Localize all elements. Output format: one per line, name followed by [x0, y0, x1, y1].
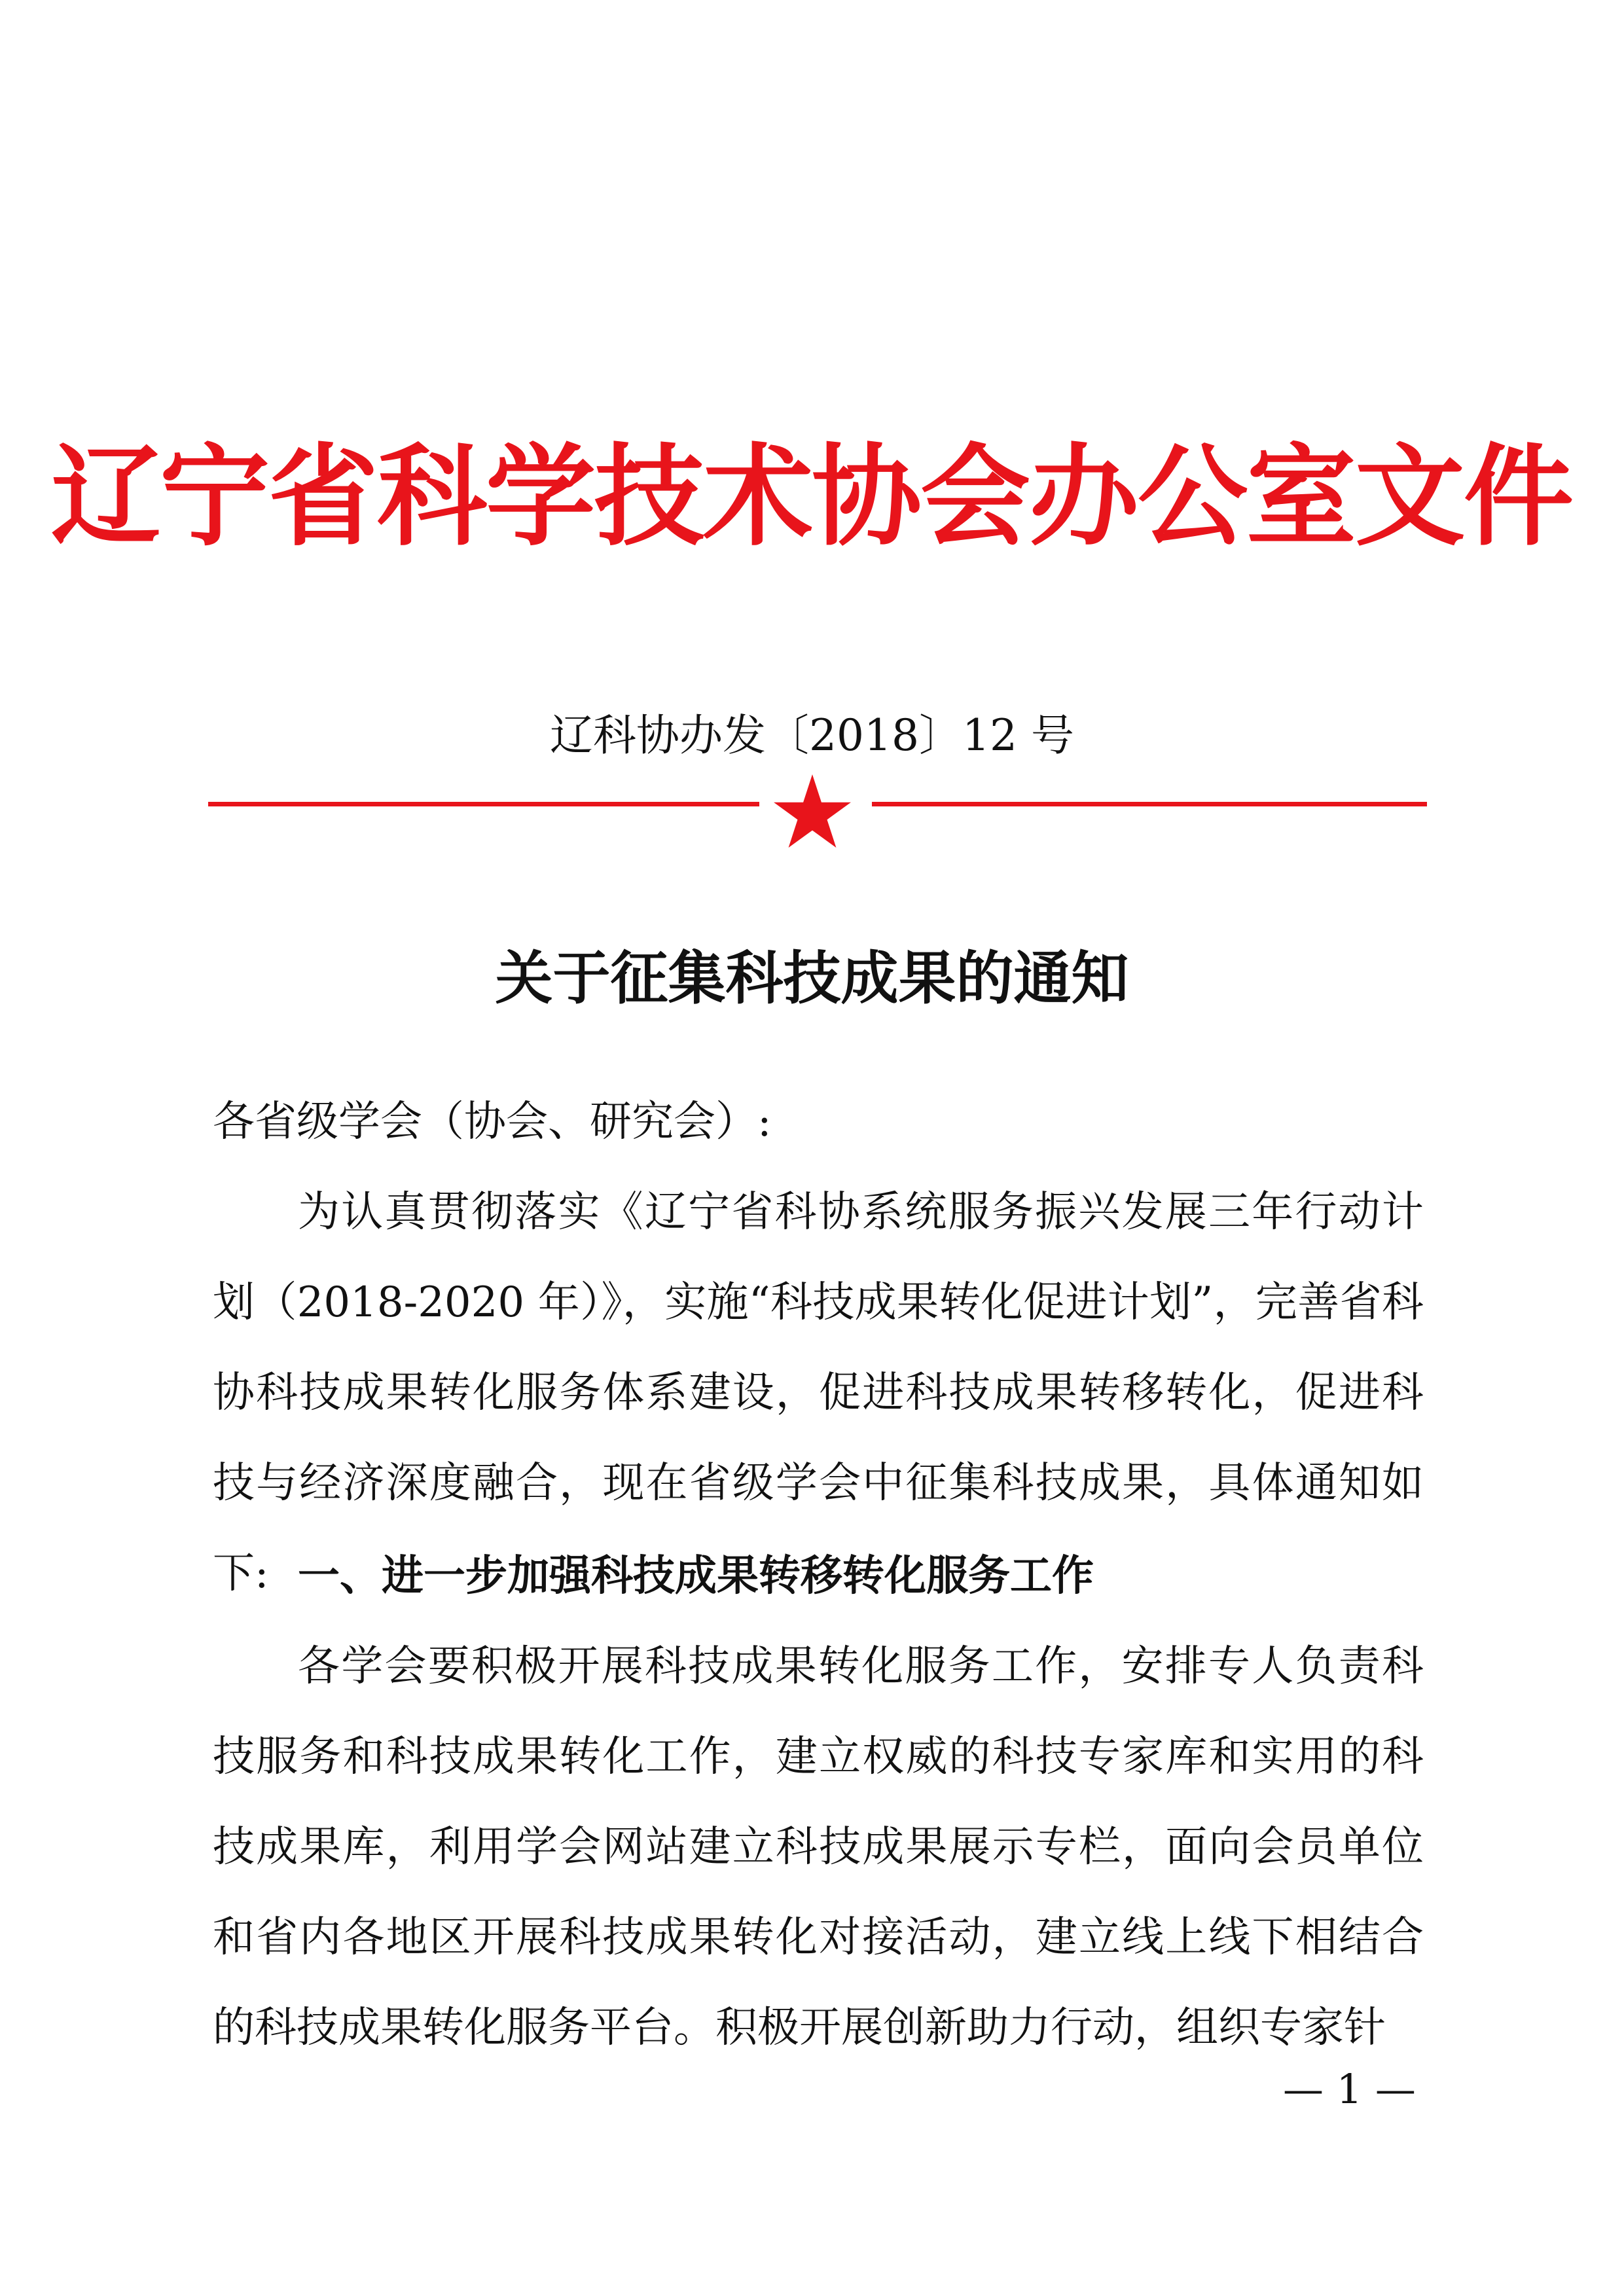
- red-divider-right: [872, 802, 1427, 806]
- addressee: 各省级学会（协会、研究会）:: [213, 1098, 772, 1146]
- section-heading-1: 一、进一步加强科技成果转移转化服务工作: [298, 1552, 1094, 1600]
- document-number: 辽科协办发〔2018〕12 号: [550, 710, 1074, 761]
- red-divider-left: [208, 802, 759, 806]
- notice-title: 关于征集科技成果的通知: [495, 945, 1129, 1012]
- paragraph-intro: 为认真贯彻落实《辽宁省科协系统服务振兴发展三年行动计划（2018-2020 年）》，实施“科技成果转化促进计划”，完善省科协科技成果转化服务体系建设，促进科技成果转移转化，促进科技与经济深度融合，现在省级学会中征集科技成果，具体通知如下:: [213, 1188, 1424, 1598]
- page-number: — 1 —: [1283, 2065, 1416, 2113]
- red-star-icon: [774, 774, 851, 848]
- masthead-title: 辽宁省科学技术协会办公室文件: [51, 432, 1572, 561]
- paragraph-section-1: 各学会要积极开展科技成果转化服务工作，安排专人负责科技服务和科技成果转化工作，建立权威的科技专家库和实用的科技成果库，利用学会网站建立科技成果展示专栏，面向会员单位和省内各地区开展科技成果转化对接活动，建立线上线下相结合的科技成果转化服务平台。积极开展创新助力行动，组织专家针: [213, 1642, 1424, 2052]
